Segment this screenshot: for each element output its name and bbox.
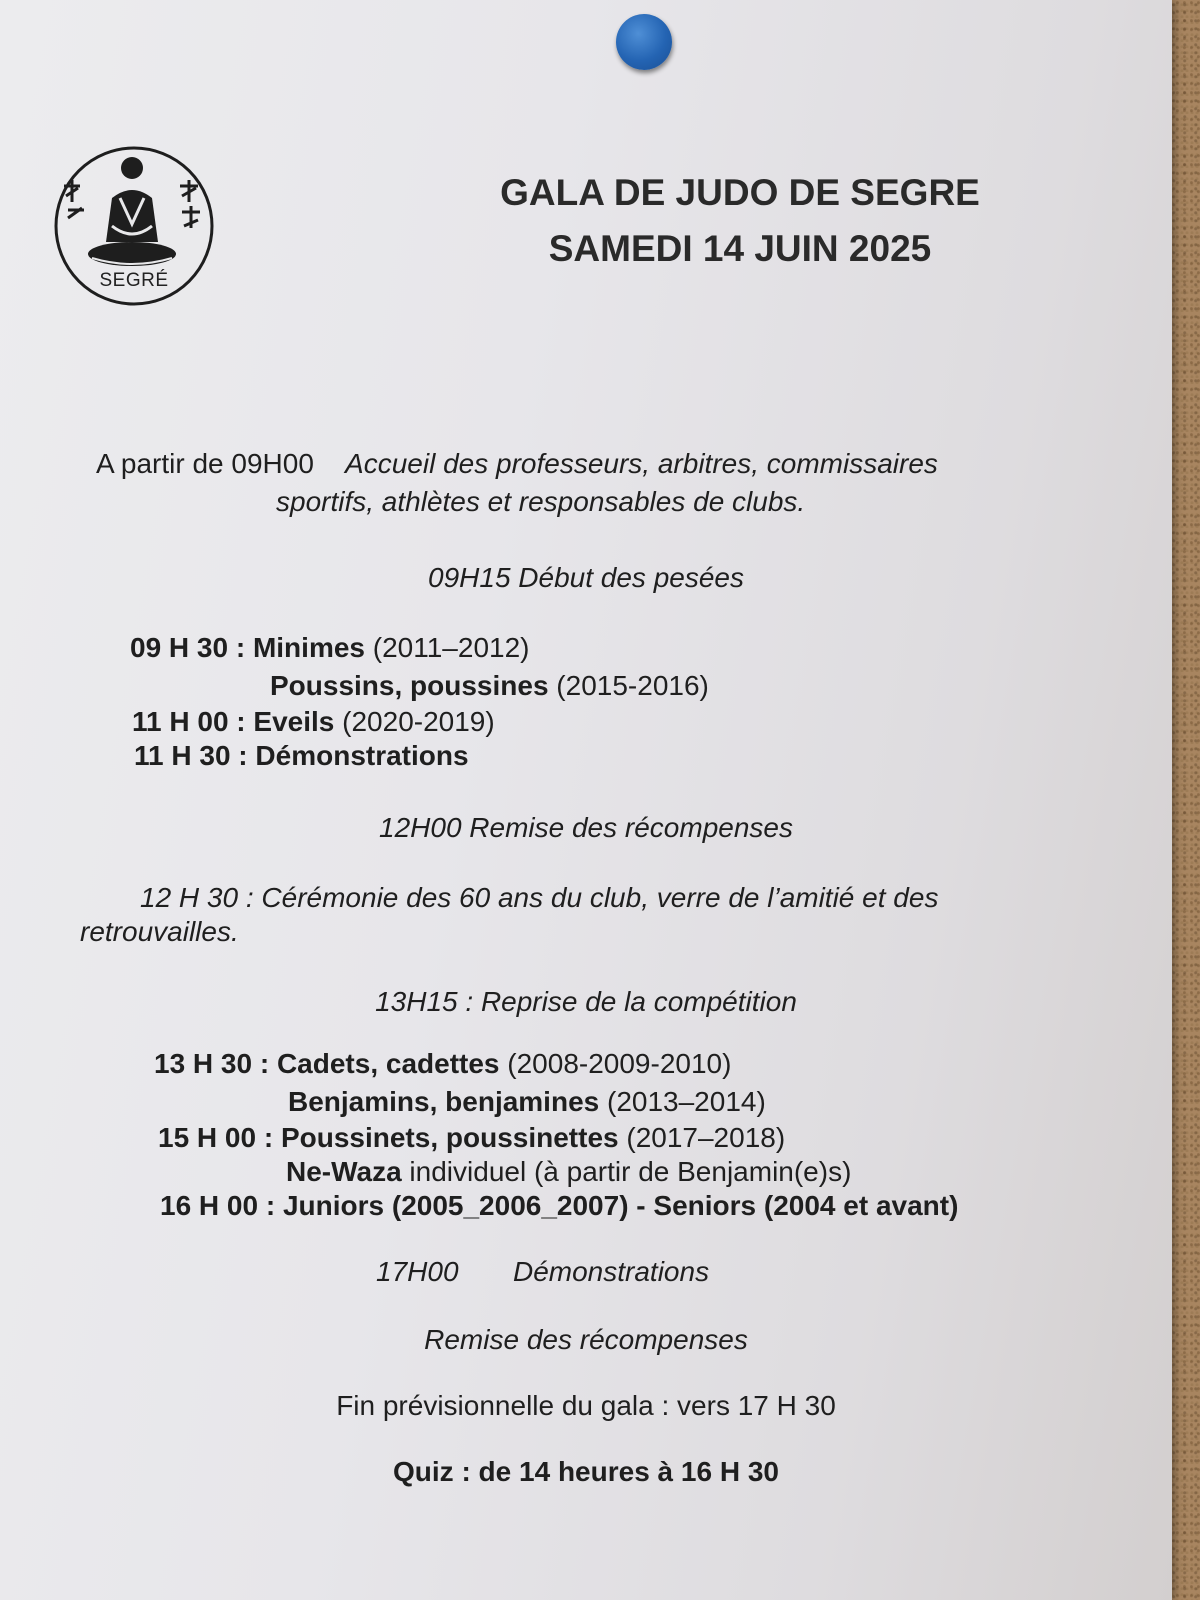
club-logo bbox=[52, 146, 216, 310]
schedule-time: 11 H 30 : bbox=[134, 740, 248, 771]
schedule-category: Minimes bbox=[252, 632, 365, 663]
schedule-years: (2013–2014) bbox=[599, 1086, 766, 1117]
schedule-row bbox=[130, 632, 529, 664]
weigh-in-line: 09H15 Début des pesées bbox=[428, 562, 744, 593]
awards-noon-line: 12H00 Remise des récompenses bbox=[379, 812, 793, 843]
schedule-time: 16 H 00 : bbox=[160, 1190, 276, 1221]
schedule-row bbox=[134, 740, 469, 772]
ceremony-line-continued: retrouvailles. bbox=[80, 916, 239, 947]
welcome-desc-continued: sportifs, athlètes et responsables de clubs. bbox=[276, 486, 806, 517]
demo-time: 17H00 bbox=[376, 1256, 459, 1287]
ceremony-line: 12 H 30 : Cérémonie des 60 ans du club, verre de l’amitié et des bbox=[140, 882, 939, 913]
schedule-category: Ne-Waza bbox=[286, 1156, 402, 1187]
demo-line bbox=[376, 1256, 709, 1288]
schedule-row bbox=[154, 1048, 731, 1080]
logo-label: SEGRÉ bbox=[99, 270, 169, 291]
schedule-years: (2020-2019) bbox=[334, 706, 495, 737]
schedule-years: (2015-2016) bbox=[548, 670, 709, 701]
schedule-row bbox=[160, 1190, 958, 1222]
resume-line: 13H15 : Reprise de la compétition bbox=[375, 986, 797, 1017]
schedule-years: (2011–2012) bbox=[364, 632, 530, 663]
schedule-years: individuel (à partir de Benjamin(e)s) bbox=[401, 1156, 852, 1187]
schedule-category: Démonstrations bbox=[255, 740, 469, 771]
schedule-years: (2017–2018) bbox=[618, 1122, 786, 1153]
schedule-years: (2008-2009-2010) bbox=[499, 1048, 732, 1079]
schedule-row bbox=[270, 670, 709, 702]
schedule-row bbox=[158, 1122, 785, 1154]
schedule-category: Juniors (2005_2006_2007) - Seniors (2004 et avant) bbox=[282, 1190, 959, 1221]
schedule-time: 13 H 30 : bbox=[154, 1048, 270, 1079]
welcome-desc: Accueil des professeurs, arbitres, commissaires bbox=[345, 448, 938, 479]
page-date: SAMEDI 14 JUIN 2025 bbox=[548, 228, 932, 269]
schedule-row bbox=[132, 706, 495, 738]
schedule-category: Eveils bbox=[253, 706, 335, 737]
schedule-time: 09 H 30 : bbox=[130, 632, 246, 663]
quiz-line: Quiz : de 14 heures à 16 H 30 bbox=[393, 1456, 779, 1487]
schedule-category: Benjamins, benjamines bbox=[288, 1086, 600, 1117]
schedule-row bbox=[288, 1086, 766, 1118]
schedule-category: Poussinets, poussinettes bbox=[280, 1122, 619, 1153]
schedule-row bbox=[286, 1156, 851, 1188]
schedule-time: 15 H 00 : bbox=[158, 1122, 274, 1153]
demo-label: Démonstrations bbox=[512, 1256, 710, 1287]
welcome-time: A partir de 09H00 bbox=[96, 448, 314, 479]
schedule-time: 11 H 00 : bbox=[132, 706, 246, 737]
schedule-category: Poussins, poussines bbox=[270, 670, 549, 701]
page-title: GALA DE JUDO DE SEGRE bbox=[500, 172, 980, 213]
schedule-category: Cadets, cadettes bbox=[276, 1048, 500, 1079]
welcome-line bbox=[96, 448, 938, 480]
blue-pushpin bbox=[616, 14, 672, 70]
end-line: Fin prévisionnelle du gala : vers 17 H 30 bbox=[336, 1390, 836, 1421]
final-awards-line: Remise des récompenses bbox=[424, 1324, 748, 1355]
